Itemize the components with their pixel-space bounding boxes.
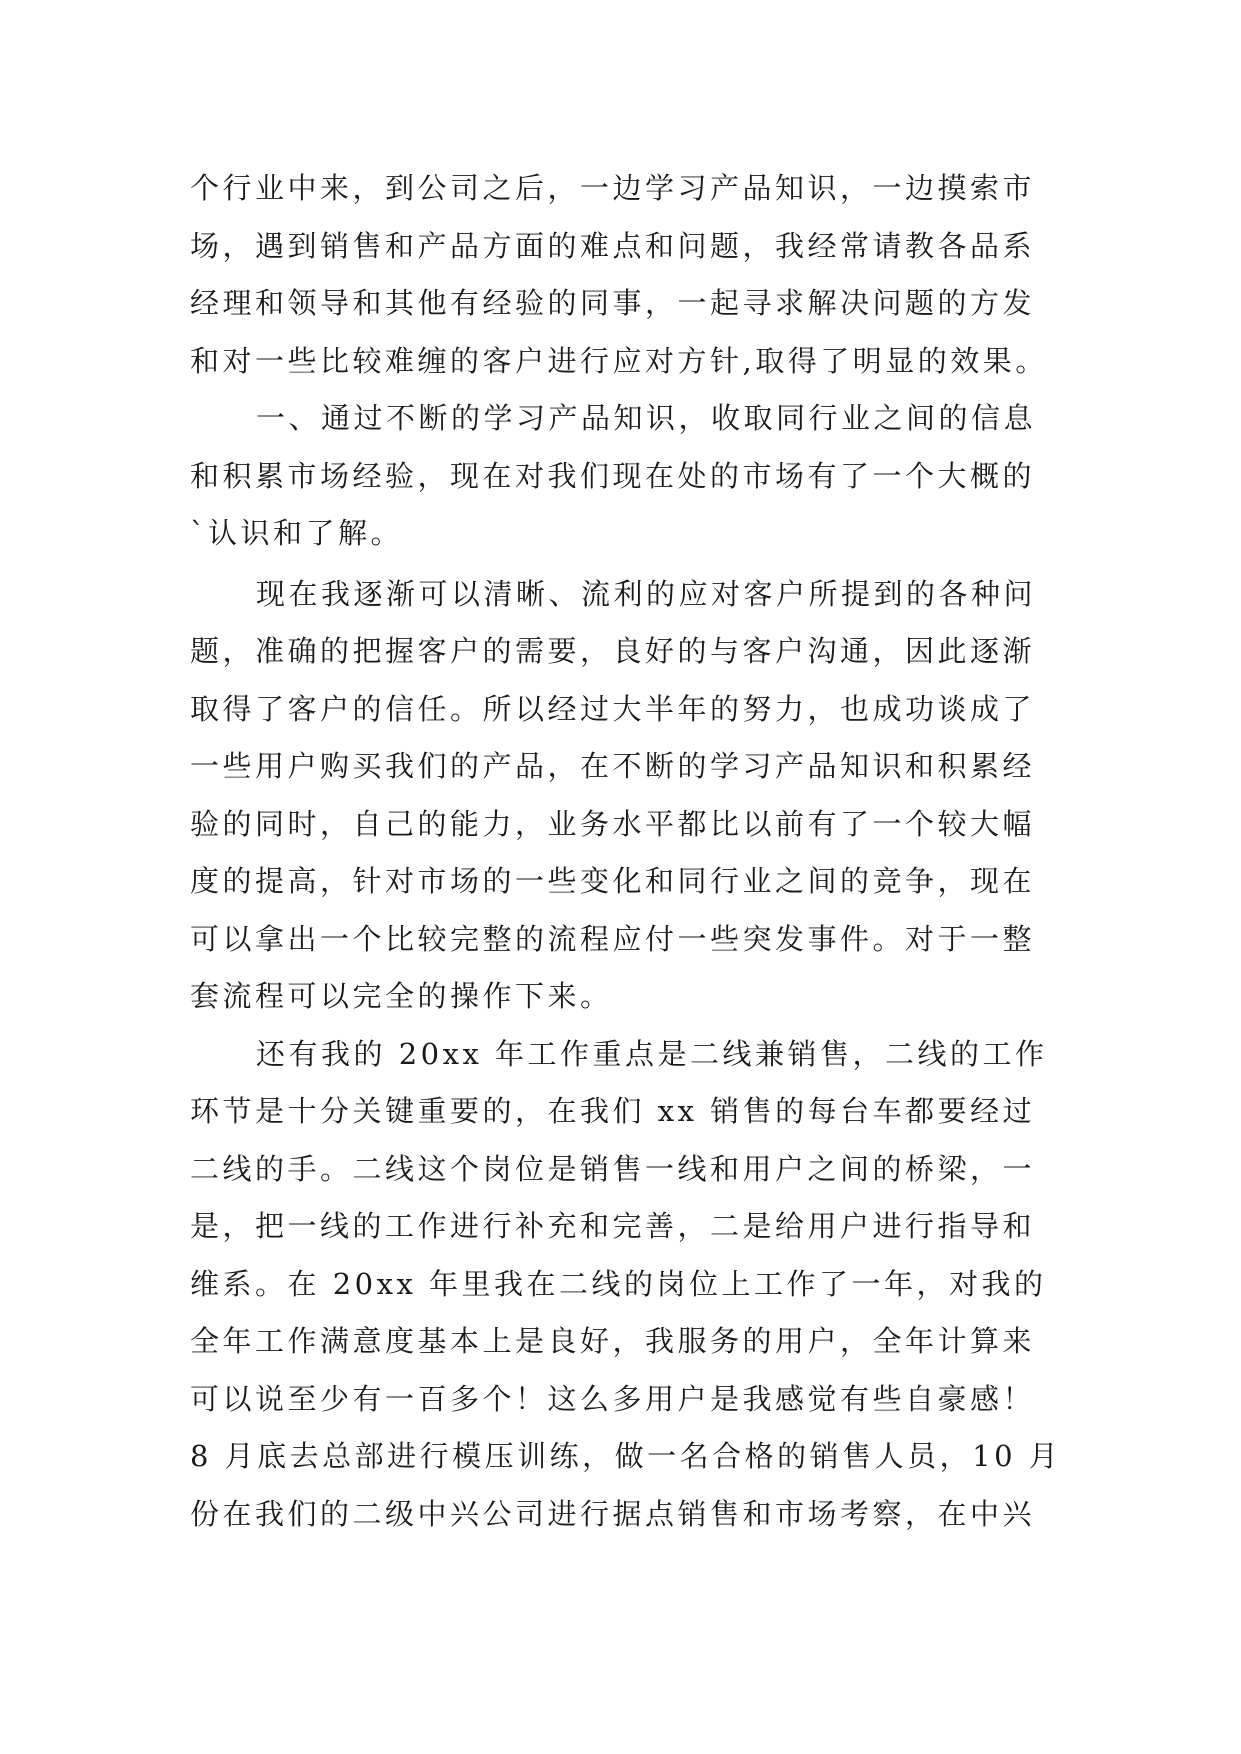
text-line: 一、通过不断的学习产品知识，收取同行业之间的信息 bbox=[256, 401, 1037, 435]
text-line: 取得了客户的信任。所以经过大半年的努力，也成功谈成了 bbox=[190, 691, 1036, 726]
text-line: 环节是十分关键重要的，在我们 xx 销售的每台车都要经过 bbox=[190, 1094, 1036, 1128]
text-line: 可以说至少有一百多个！这么多用户是我感觉有些自豪感！ bbox=[190, 1381, 1036, 1416]
text-line: 场，遇到销售和产品方面的难点和问题，我经常请教各品系 bbox=[190, 228, 1036, 263]
text-line: 二线的手。二线这个岗位是销售一线和用户之间的桥梁，一 bbox=[190, 1151, 1036, 1186]
text-line: 经理和领导和其他有经验的同事，一起寻求解决问题的方发 bbox=[190, 286, 1036, 320]
text-line: 份在我们的二级中兴公司进行据点销售和市场考察，在中兴 bbox=[190, 1496, 1036, 1531]
text-line: 维系。在 20xx 年里我在二线的岗位上工作了一年，对我的 bbox=[190, 1266, 1047, 1301]
text-line: `认识和了解。 bbox=[190, 516, 404, 550]
text-line: 个行业中来，到公司之后，一边学习产品知识，一边摸索市 bbox=[190, 171, 1036, 205]
text-line: 和积累市场经验，现在对我们现在处的市场有了一个大概的 bbox=[190, 458, 1036, 493]
text-line: 验的同时，自己的能力，业务水平都比以前有了一个较大幅 bbox=[190, 806, 1036, 841]
text-line: 是，把一线的工作进行补充和完善，二是给用户进行指导和 bbox=[190, 1209, 1036, 1243]
text-line: 题，准确的把握客户的需要，良好的与客户沟通，因此逐渐 bbox=[190, 634, 1036, 668]
text-line: 一些用户购买我们的产品，在不断的学习产品知识和积累经 bbox=[190, 749, 1036, 783]
text-line: 套流程可以完全的操作下来。 bbox=[190, 979, 613, 1013]
text-line: 现在我逐渐可以清晰、流利的应对客户所提到的各种问 bbox=[256, 576, 1037, 611]
text-line: 8 月底去总部进行模压训练，做一名合格的销售人员，10 月 bbox=[190, 1439, 1062, 1473]
text-line: 还有我的 20xx 年工作重点是二线兼销售，二线的工作 bbox=[256, 1036, 1048, 1071]
text-line: 全年工作满意度基本上是良好，我服务的用户，全年计算来 bbox=[190, 1324, 1036, 1358]
document-body bbox=[190, 160, 1060, 1543]
text-line: 和对一些比较难缠的客户进行应对方针,取得了明显的效果。 bbox=[190, 343, 1048, 378]
text-line: 可以拿出一个比较完整的流程应付一些突发事件。对于一整 bbox=[190, 921, 1036, 956]
text-line: 度的提高，针对市场的一些变化和同行业之间的竞争，现在 bbox=[190, 864, 1036, 898]
